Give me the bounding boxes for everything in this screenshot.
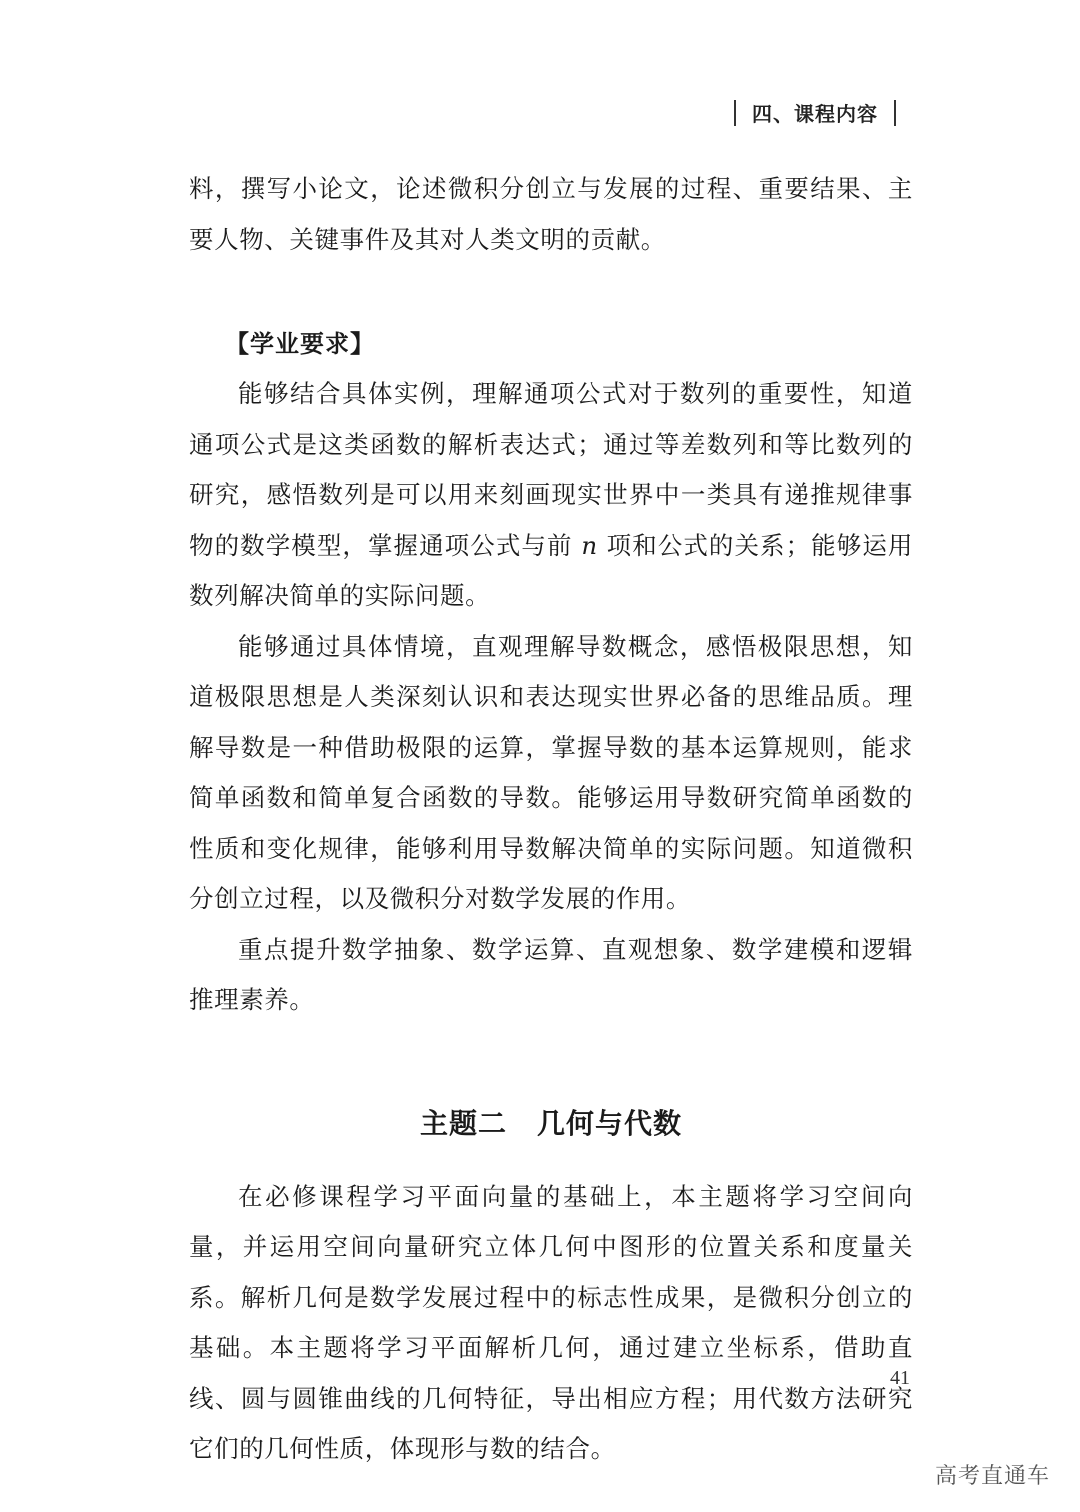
page-number: 41 xyxy=(890,1367,910,1389)
continuation-paragraph: 料，撰写小论文，论述微积分创立与发展的过程、重要结果、主要人物、关键事件及其对人类文明的贡献。 xyxy=(189,174,913,254)
theme-intro-paragraph: 在必修课程学习平面向量的基础上，本主题将学习空间向量，并运用空间向量研究立体几何中图形的位置关系和度量关系。解析几何是数学发展过程中的标志性成果，是微积分创立的基础。本主题将学习平面解析几何，通过建立坐标系，借助直线、圆与圆锥曲线的几何特征，导出相应方程；用代数方法研究它们的几何性质，体现形与数的结合。 xyxy=(189,1181,913,1463)
requirements-paragraph-3: 重点提升数学抽象、数学运算、直观想象、数学建模和逻辑推理素养。 xyxy=(189,934,913,1014)
chapter-title: 四、课程内容 xyxy=(752,102,878,126)
running-header xyxy=(718,98,912,127)
theme-name: 几何与代数 xyxy=(537,1106,683,1140)
body-content xyxy=(189,164,913,1475)
requirements-paragraph-2: 能够通过具体情境，直观理解导数概念，感悟极限思想，知道极限思想是人类深刻认识和表达现实世界必备的思维品质。理解导数是一种借助极限的运算，掌握导数的基本运算规则，能求简单函数和简单复合函数的导数。能够运用导数研究简单函数的性质和变化规律，能够利用导数解决简单的实际问题。知道微积分创立过程，以及微积分对数学发展的作用。 xyxy=(189,631,913,913)
section-label-academic-requirements: 【学业要求】 xyxy=(225,330,375,358)
requirements-paragraph-1-text-b: 项和公式的关系；能够运用数列解决简单的实际问题。 xyxy=(189,530,913,610)
watermark-text: 高考直通车 xyxy=(934,1464,1050,1489)
requirements-paragraph-1 xyxy=(189,369,913,622)
header-left-rule xyxy=(734,100,736,126)
theme-number: 主题二 xyxy=(419,1106,507,1140)
theme-heading xyxy=(189,1094,913,1154)
requirements-paragraph-1-text-a: 能够结合具体实例，理解通项公式对于数列的重要性，知道通项公式是这类函数的解析表达式；通过等差数列和等比数列的研究，感悟数列是可以用来刻画现实世界中一类具有递推规律事物的数学模型，掌握通项公式与前 xyxy=(189,379,913,560)
header-right-rule xyxy=(894,100,896,126)
math-variable-n: n xyxy=(581,530,598,560)
